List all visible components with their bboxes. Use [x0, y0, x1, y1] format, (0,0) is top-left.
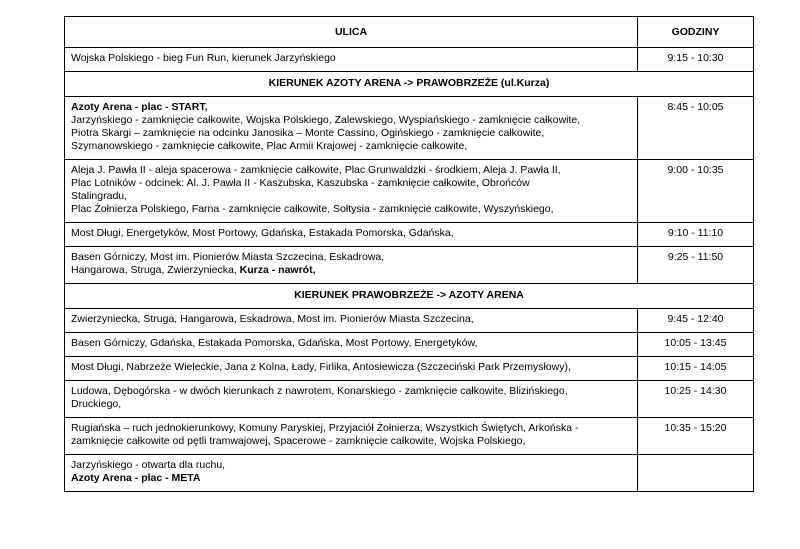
hours-column-header: GODZINY	[638, 17, 754, 48]
table-row	[65, 97, 754, 160]
street-line: zamknięcie całkowite od pętli tramwajowej, Spacerowe - zamknięcie całkowite, Wojska Polskiego,	[71, 435, 526, 447]
street-line	[71, 264, 631, 277]
schedule-table	[64, 16, 754, 492]
table-row	[65, 160, 754, 223]
section-heading: KIERUNEK AZOTY ARENA -> PRAWOBRZEŻE (ul.Kurza)	[65, 72, 754, 97]
table-row	[65, 309, 754, 333]
street-cell	[65, 160, 638, 223]
street-cell	[65, 247, 638, 284]
table-row	[65, 333, 754, 357]
street-line: Piotra Skargi – zamknięcie na odcinku Janosika – Monte Cassino, Ogińskiego - zamknięcie całkowite,	[71, 127, 545, 139]
header-row	[65, 17, 754, 48]
street-line: Basen Górniczy, Most im. Pionierów Miasta Szczecina, Eskadrowa,	[71, 251, 385, 263]
table-row	[65, 223, 754, 247]
street-text: Hangarowa, Struga, Zwierzyniecka,	[71, 264, 240, 276]
street-line: Plac Żołnierza Polskiego, Farna - zamknięcie całkowite, Sołtysia - zamknięcie całkowite, Wyszyńskiego,	[71, 203, 554, 215]
time-cell: 10:15 - 14:05	[638, 357, 754, 381]
section-heading: KIERUNEK PRAWOBRZEŻE -> AZOTY ARENA	[65, 284, 754, 309]
time-cell: 9:15 - 10:30	[638, 48, 754, 72]
table-row	[65, 357, 754, 381]
time-cell: 9:00 - 10:35	[638, 160, 754, 223]
street-cell	[65, 97, 638, 160]
street-line: Szymanowskiego - zamknięcie całkowite, Plac Armii Krajowej - zamknięcie całkowite,	[71, 140, 468, 152]
route-point: Azoty Arena - plac - META	[71, 472, 201, 484]
table-row	[65, 381, 754, 418]
route-point: Kurza - nawrót,	[239, 264, 316, 276]
table-row	[65, 247, 754, 284]
street-line: Jarzyńskiego - zamknięcie całkowite, Wojska Polskiego, Zalewskiego, Wyspiańskiego - zamknięcie całkowite,	[71, 114, 581, 126]
time-cell: 9:25 - 11:50	[638, 247, 754, 284]
table-row	[65, 418, 754, 455]
street-line: Jarzyńskiego - otwarta dla ruchu,	[71, 459, 226, 471]
section-row	[65, 72, 754, 97]
street-cell: Most Długi, Nabrzeże Wieleckie, Jana z Kolna, Łady, Firlika, Antosiewicza (Szczeciński Park Przemysłowy),	[65, 357, 638, 381]
time-cell: 9:45 - 12:40	[638, 309, 754, 333]
table-row	[65, 455, 754, 492]
street-cell: Zwierzyniecka, Struga, Hangarowa, Eskadrowa, Most im. Pionierów Miasta Szczecina,	[65, 309, 638, 333]
street-cell	[65, 418, 638, 455]
time-cell: 10:05 - 13:45	[638, 333, 754, 357]
street-line: Plac Lotników - odcinek: Al. J. Pawła II - Kaszubska, Kaszubska - zamknięcie całkowite, Obrońców	[71, 177, 530, 189]
street-line: Stalingradu,	[71, 190, 128, 202]
street-column-header: ULICA	[65, 17, 638, 48]
table-row	[65, 48, 754, 72]
time-cell: 10:25 - 14:30	[638, 381, 754, 418]
street-cell	[65, 455, 638, 492]
street-cell	[65, 381, 638, 418]
street-line: Aleja J. Pawła II - aleja spacerowa - zamknięcie całkowite, Plac Grunwaldzki - środkiem, Aleja J. Pawła II,	[71, 164, 561, 176]
time-cell: 9:10 - 11:10	[638, 223, 754, 247]
street-cell: Basen Górniczy, Gdańska, Estakada Pomorska, Gdańska, Most Portowy, Energetyków,	[65, 333, 638, 357]
street-cell: Most Długi, Energetyków, Most Portowy, Gdańska, Estakada Pomorska, Gdańska,	[65, 223, 638, 247]
route-point: Azoty Arena - plac - START,	[71, 101, 208, 113]
section-row	[65, 284, 754, 309]
street-cell: Wojska Polskiego - bieg Fun Run, kierunek Jarzyńskiego	[65, 48, 638, 72]
street-line: Druckiego,	[71, 398, 122, 410]
time-cell: 10:35 - 15:20	[638, 418, 754, 455]
street-line: Ludowa, Dębogórska - w dwóch kierunkach z nawrotem, Konarskiego - zamknięcie całkowite, Blizińskiego,	[71, 385, 568, 397]
time-cell: 8:45 - 10:05	[638, 97, 754, 160]
time-cell	[638, 455, 754, 492]
street-line: Rugiańska – ruch jednokierunkowy, Komuny Paryskiej, Przyjaciół Żołnierza, Wszystkich Świętych, Arkońska -	[71, 422, 579, 434]
